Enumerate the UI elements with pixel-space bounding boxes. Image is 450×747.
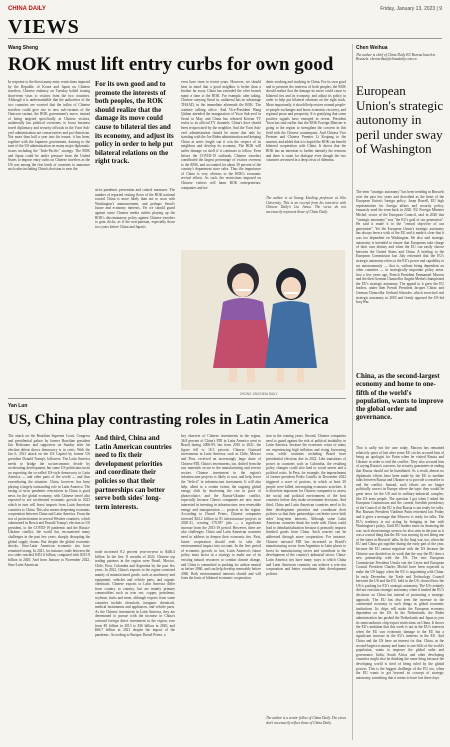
sidebar-author-note: The author is chief of China Daily EU Bureau based in Brussels. chenweihua@chinadaily.com.cn bbox=[356, 53, 436, 62]
masthead-bar bbox=[8, 4, 442, 16]
top-article-column-3: even have risen to recent years. However, we should bear in mind that a good neighbor is better than a brother far away. China has extended the olive branch many a time to the ROK. For example, after taking, Chinese carrying Seoul in, unilateral has no advantage THAAD, in the immediate aftermath the ROK. The wartime talking office. And Vice-President Wang Qishan attended the inauguration of Yoon Suk-yeol in Seoul in May, and China has released Korean TV series to its official TV channels. China's door should been reciprocated by the neighbor. And the Yoon Suk-yeol administration should be aware that only by standing with the Joe Biden administration and keeping China at arm's length can it win the respect of its neighbors and develop its economy. The ROK will suffer damage on itself if it continues to follow. Even before the COVID-19 outbreak, Chinese travelers contributed the largest percentage of visitors overseas to the ROK, and accounted for about 30 percent of the country's department store sales. Thus the importance of China is very obvious to the ROK's economic revival efforts. As such, the restrictions imposed on Chinese visitors will harm ROK entrepreneurs, companies and tra- bbox=[181, 80, 261, 190]
illustration-figures bbox=[181, 250, 345, 390]
bottom-article-byline: Yan Lun bbox=[8, 403, 28, 409]
sidebar-column-top: The term "strategic autonomy" has been trending in Brussels over the past few years and described as the heart of the European Union's foreign policy. Josep Borrell, EU high representative for foreign affairs and security policy, famously used the term back in 2020. EU Foreign Minister Michel, sector of the European Council, said in 2020 that "strategic autonomy" was "the EU's goal of our generation". He said it made it to the "central objective of our generation". Yet the European Union's strategic autonomy has always been a wish of the EU and it made it clear that it was too dependent on Washington. He also said strategic autonomy is intended to ensure that Europeans take charge of their own destiny and when the EU can easily choose between the United States and China. A briefing to the European Commission last July reiterated that the EU's strategic autonomy refers to the EU's power and capability to act autonomously — that is, without being dependent on other countries — in strategically important policy areas. Just a few years ago, French President Emmanuel Macron and the then German Chancellor Angela Merkel championed the EU's strategic autonomy. The appeal to it grew the EU leaders, under then French President Jacques Chirac and German Chancellor Gerhard Schroder, which exercised real strategic autonomy in 2003 and firmly opposed the US-led Iraq War. bbox=[356, 190, 444, 305]
bottom-article-column-2: trade increased 8.2 percent year-on-year to $446.4 billion. In the first 11 months of 2022. Chinese top trading partners in the region were Brazil, Mexico, Chile, Peru, Colombia and Argentina by the past few years. In 2022, China's exports to the region consisted mainly of manufactured goods, such as machinery and equipment, vehicles and vehicle parts, and organic chemicals. Chinese exports to Latin America differ from country to country, but are mainly primary commodities such as iron ore, copper, petroleum, soybean, fruits and meat, although exports from some countries include chemicals, inorganic chemicals, medical instruments and appliances, and vehicle parts. As the Chinese investment in Latin America, they are determined to pursue with the increase in China's outward foreign direct investment in the region, rose from $5 billion in 2013 to $16 billion in 2020, and $66.7 billion in 2021 despite the impact of the pandemic. According to Enrique Dussel Peters, a bbox=[95, 550, 175, 637]
date-text: Friday, January 13, 2023 bbox=[380, 6, 436, 12]
top-article-author-note: The author is at Guang Xiaoling professor at Jilin University. This is an excerpt from his interview with Chinese Daily's Liu Jiawu. The views do not necessarily represent those of China Daily. bbox=[266, 196, 346, 214]
issue-date: Friday, January 13, 2023 | 9 bbox=[380, 6, 442, 12]
page-number: 9 bbox=[439, 6, 442, 12]
top-article-byline: Wang Sheng bbox=[8, 45, 39, 51]
bottom-article-author-note: The author is a senior fellow of China Daily. The views don't necessarily reflect those of China Daily. bbox=[266, 716, 346, 725]
bottom-article-column-3: key observer of Chinese investments in the region, 36.8 percent of China's FDI in Latin America went to Brazil during 2006-09, but from 2016 to 2021, the figure fell to 16.5 percent. Chinese Outward investments in Latin America, such as Chile, Mexico and Peru, received an increasingly large share of Chinese FDI. China's investments, too, shifted from the raw materials sector to the manufacturing and service sectors. Chinese investment in the region's infrastructure projects is likely to soar, and help lower the "deficit" in infrastructure investment. It will also help, albeit to a certain extent, the ongoing global energy shift by shortening the rise in price of photovoltaics and the Russia-Ukraine conflict, especially because China's companies are now more interested in investing in infrastructure, new renewable energy and transportation — projects in the region. According to Dussel Peters, Chinese companies invested $23.2 billion in 81 infrastructure projects in 2020-21, creating 179,397 jobs — a significant increase from the 2015-19 period. However, there are also challenges. China and Latin American countries need to address in deepen their economic ties. First, future cooperation should seek to take the environmental impact into account. In the first period of economic growth, in fact, Latin America's future policy must factor in a strategy to make use of its existing natural resources to combat climate change, and China is committed to pushing for carbon neutral as before 2060, and can help develop renewably before 2060. Both environmental interests should and will form the basis of bilateral economic cooperation. bbox=[181, 434, 261, 581]
illustration bbox=[181, 250, 345, 390]
section-rule bbox=[8, 38, 442, 39]
top-article-column-1: In response to the threat many entry restrictions imposed by the Republic of Korea and Japan on Chinese travelers, Chinese embassy on Tuesday halted issuing short-term visas to visitors from the two countries. Although it is understandable that the authorities of the two countries are worried that the influx of Chinese travelers could give rise to new sub-variants of the Omicron variant, the ROK government's move, instead of being targeted specifically at Chinese visitors, unilaterally has political overtones, to boost business travel diplomacy and security officials in the Yoon Suk-yeol administration are conservatives and pro-American. Not more than half a year into his tenure, it has been, together with the Japanese government, dancing to the tune of the US administration on many major diplomatic issues including the "Indo-Pacific" strategy. The ROK and Japan could be under pressure from the United States to impose entry curbs on Chinese travelers as the US was among the first batch of countries to announce such rules including China's decision to ease the bbox=[8, 80, 90, 172]
bottom-article-column-4: tion in the coming years. Second, Chinese companies need to guard against the risk of political instability in Latin America, because the economic crises of many are experiencing high inflation and rising borrowing costs, while countries including Brazil have presidential elections due in 2022. Like transitions of power in countries such as Colombia, the resulting policy changes could also lead to social unrest and a political crisis. In Peru, for example, the impeachment of former president Pedro Castillo in December 2022 triggered a wave of protests, in which at least 30 people were killed, interrupting economic activities. It is therefore important for Chinese companies to assess the social and political environment of the host countries before they make investment decisions. And third, China and Latin American countries need to fix their development priorities and coordinate their policies so that their partnerships can better serve both sides' long-term interests. Although some Latin American countries think the trade with China could lead to deindustrialization because it primarily imports finished goods from China. Such worries can be addressed through more cooperation. For instance, Chinese outward FDI has increased in Brazil's manufacturing sector from Argentina to Latin places to boost its manufacturing sector and contribute to the development of the country's industrial sector. China-Latin America ties have many ways to which China and Latin American countries can achieve a win-win cooperation and better coordinate their development policies. bbox=[266, 434, 346, 576]
newspaper-logo: CHINA DAILY bbox=[8, 6, 46, 12]
bottom-article-pull-quote: And third, China and Latin American countries need to fix their development priorities and coordinate their policies so that their partnerships can better serve both sides' long-term interests. bbox=[95, 434, 172, 511]
top-article-column-4: dents working and studying in China. For its own good and to promote the interests of both peoples, the ROK should realize that the damage its move could cause to bilateral ties and its economy, and adjust its policy in order to help put bilateral relations on the right track. More importantly, it should help restore normal people-to-people exchanges and boost economic recovery, and regional peace and prosperity. It is gratifying that some positive signals have emerged in recent. President Yoon has said earlier that the ROK Foreign Minister is going to the region to strengthen the concern in this field with the Chinese counterparts. And Chinese Vice Premier and Chinese Premier Li Keqiang to the summit, and added that it is hoped the ROK can benefit bilateral cooperation with China. It shows that the ROK has an intention to further intensify the tensions and there is room for dialogue even though the two countries are mired in a deep crisis of dilemma. bbox=[266, 80, 346, 163]
top-article-column-2: strict pandemic prevention and control measures. The number of reported visiting flows of the ROK national toward China is more likely than not to soon with Washington's announcement, and perhaps Seoul's future and economy interests. Yet we should guard against some Chinese media outlets playing up the ROK's discriminatory policy against Chinese travelers to gain clicks, as if the non-partisan, especially those two years before China and Japan's bbox=[95, 188, 175, 229]
sidebar-pull-quote: China, as the second-largest economy and home to one-fifth of the world's population, wants to improve the global order and governance. bbox=[356, 372, 444, 422]
illustration-caption: ZHONG JIN/CHINA DAILY bbox=[240, 392, 278, 396]
sidebar-byline: Chen Weihua bbox=[356, 45, 388, 51]
section-title: VIEWS bbox=[8, 16, 80, 38]
top-article-headline: ROK must lift entry curbs for own good bbox=[8, 54, 334, 75]
top-article-continuation bbox=[8, 252, 176, 392]
sidebar-divider bbox=[352, 44, 353, 740]
sidebar-column-bottom: That is sadly not the case today. Macron has remained relatively quiet of late after some EU circles accused him of being an apologist for Putin when he visited Russia and Ukraine in order to end the conflict. They also accused him of saying Russia's concerns for security guarantees in ending that Russia should not be humiliated. As a result, almost no diplomatic efforts have been made by the EU to mediate talks between Russia and Ukraine or to provide a ceasefire to end the conflict. Instead, such efforts are no longer politically correct in Europe where the topic they would be great news for the US and its military-industrial complex, like US arms people. The question I got when I asked the European Commission and the current Swedish presidency of the Council of the EU is that Russia is not ready for talks. But Russian President Vladimir Putin reiterated last Friday and it gives a message that Moscow is ready for talks. The EU's tendency is not acting by bringing in line with Washington's policy. Until EU leaders insist on financing the war, such shortcomings seem to be also seen in the past as it was a crucial thing that the EU was moving by not being one of the states in Brussels' talks. In the Iraqi war, too, when the EU and China got together during the early part of the year, because the EU cannot negotiate with the US because the Chinese was decided on its work that the way the EU does a new partnership with the US. The new European Commission President Ursula von der Leyen and European Council President Charles Michel have been expected to make the US happy when the EU is negotiating with China. In early December, the Trade and Technology Council between the US and the EU, held in the US, showed how the US is pushing for EU's strategic autonomy. The US certainly did not envision strategic autonomy when it lauded the EU's decisions on China but instead of promoting a strategic approach. The EU has also seen the increase in the continental economy to such things as global economic institutions. Its chips will make the European economy dependent on the US. In the Netherlands, the Biden administration has pushed the Netherlands and Japan to join its semiconductor chip export restrictions on China. It shows the EU's ambition that this week is not in the EU's interests when the EU saw economic damage to the EU but a significant increase in the EU's interests in the EU. And China and the US have an interest for that. China, as the second-largest economy and home to one-fifth of the world's population, wants to improve the global order and governance. India, South Africa and other developing countries might also be thinking the same thing because the developing world is tired of being ruled by the global powers. This is the biggest challenge of the EU too, when the EU wants to get beyond its concept of strategic autonomy, something that it seems to have lost these days. bbox=[356, 446, 444, 680]
sidebar-headline: European Union's strategic autonomy in peril under sway of Washington bbox=[356, 83, 444, 156]
bottom-article-column-1: The attack on the Brazilian Supreme Court, Congress and presidential palace by former Brazilian president Jair Bolsonaro and supporters on Sunday after his election defeat shows democracy is in crisis. With the Jan 6, 2021 attack on the US Capitol by former US president Donald Trump's followers. The Latin America needs to bridge the socioeconomic divide by accelerating development, but some US politicians insist on exporting the so-called US-style democracy to Latin America — and other parts of the world — and thus exacerbating the situation. China, however, has been playing a largely outstanding role in Latin America. The easing of strict pandemic restrictions in China is good news for the global economy, with Chinese travel also expected to see accelerated economic growth in 2023 which in turn will boost imports from Latin American countries to China. This also means deepening economic cooperation between China and Latin America. From the rise of protectionism in several Western countries, which culminated in Brexit and Donald Trump's election as US president, to the COVID-19 pandemic and the Russia-Ukraine conflict, the world has encountered many challenges in the past few years, sharply disrupting the global supply chains. But despite the global economic shocks, Sino-Latin American economic ties have remained strong. In 2021, for instance, trade between the two sides reached $451.6 billion, compared with $315.8 billion in 2020. And from January to November 2022, Sino-Latin American bbox=[8, 434, 90, 567]
top-article-pull-quote: For its own good and to promote the interests of both peoples, the ROK should realize that the damage its move could cause to bilateral ties and its economy, and adjust its policy in order to help put bilateral relations on the right track. bbox=[95, 80, 174, 166]
bottom-article-headline: US, China play contrasting roles in Latin America bbox=[8, 412, 329, 428]
article-divider bbox=[8, 398, 346, 399]
